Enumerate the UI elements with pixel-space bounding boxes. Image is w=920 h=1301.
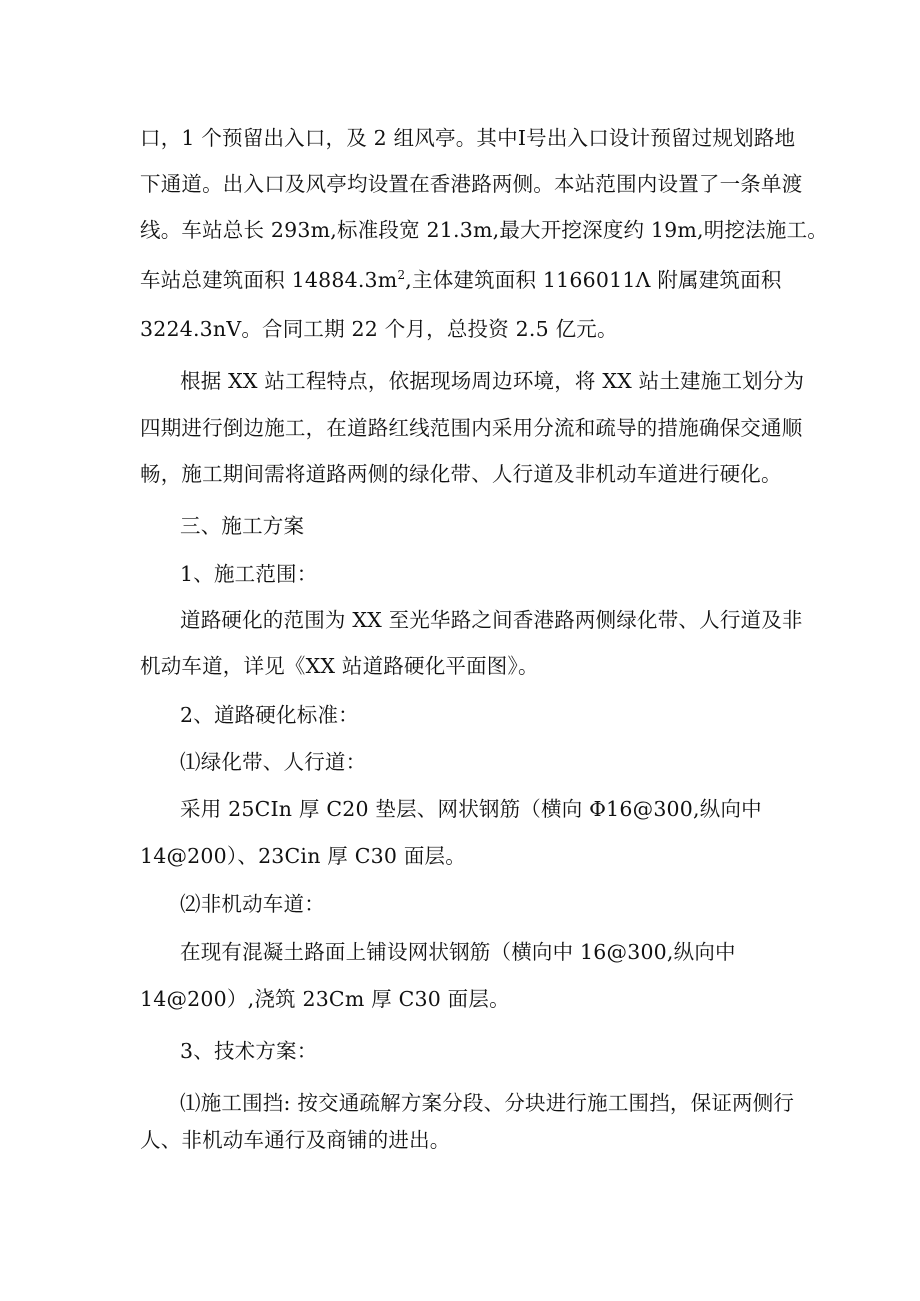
paragraph-line: 在现有混凝土路面上铺设网状钢筋（横向中 16@300,纵向中 — [180, 940, 736, 964]
paragraph-line: 畅，施工期间需将道路两侧的绿化带、人行道及非机动车道进行硬化。 — [140, 462, 782, 486]
paragraph-line: 下通道。出入口及风亭均设置在香港路两侧。本站范围内设置了一条单渡 — [140, 172, 803, 196]
paragraph-line: 四期进行倒边施工，在道路红线范围内采用分流和疏导的措施确保交通顺 — [140, 416, 803, 440]
superscript: 2 — [397, 268, 406, 283]
item-heading: ⑵非机动车道： — [180, 892, 325, 916]
paragraph-line — [140, 266, 782, 294]
paragraph-line: 14@200）,浇筑 23Cm 厚 C30 面层。 — [140, 987, 510, 1011]
paragraph-line: 人、非机动车通行及商铺的进出。 — [140, 1128, 451, 1152]
paragraph-line: ⑴施工围挡: 按交通疏解方案分段、分块进行施工围挡，保证两侧行 — [180, 1091, 795, 1115]
item-heading: ⑴绿化带、人行道： — [180, 750, 367, 774]
paragraph-line: 根据 XX 站工程特点，依据现场周边环境，将 XX 站土建施工划分为 — [180, 369, 805, 393]
paragraph-line: 线。车站总长 293m,标准段宽 21.3m,最大开挖深度约 19m,明挖法施工。 — [140, 218, 828, 242]
paragraph-line: 机动车道，详见《XX 站道路硬化平面图》。 — [140, 654, 539, 678]
subsection-heading: 3、技术方案： — [180, 1039, 318, 1063]
paragraph-line: 口，1 个预留出入口，及 2 组风亭。其中Ⅰ号出入口设计预留过规划路地 — [140, 126, 796, 150]
text-segment: ,主体建筑面积 1166011Λ 附属建筑面积 — [405, 268, 782, 292]
paragraph-line: 采用 25CIn 厚 C20 垫层、网状钢筋（横向 Φ16@300,纵向中 — [180, 797, 762, 821]
section-heading: 三、施工方案 — [180, 514, 305, 538]
text-segment: 车站总建筑面积 14884.3m — [140, 268, 398, 292]
subsection-heading: 2、道路硬化标准： — [180, 703, 359, 727]
paragraph-line: 3224.3nV。合同工期 22 个月，总投资 2.5 亿元。 — [140, 317, 618, 341]
subsection-heading: 1、施工范围： — [180, 562, 318, 586]
paragraph-line: 14@200）、23Cin 厚 C30 面层。 — [140, 844, 466, 868]
paragraph-line: 道路硬化的范围为 XX 至光华路之间香港路两侧绿化带、人行道及非 — [180, 608, 803, 632]
